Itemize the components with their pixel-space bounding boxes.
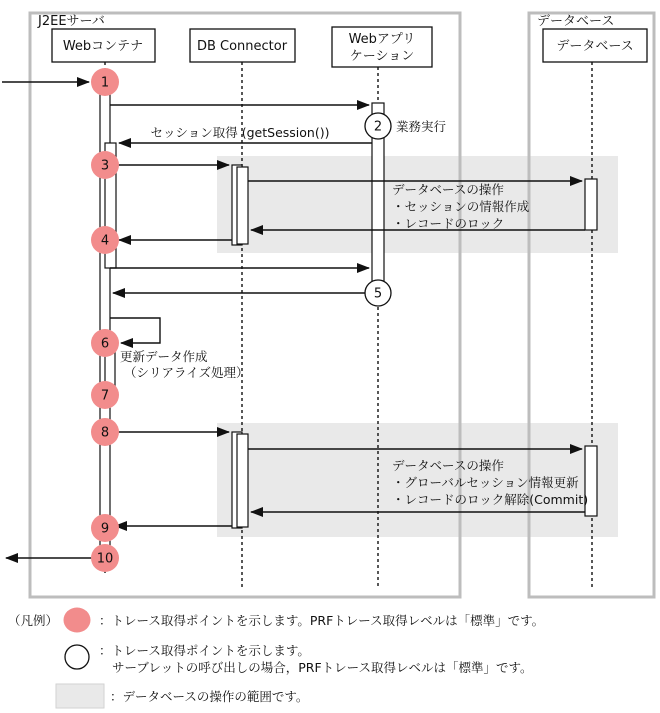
trace-point-10-number: 10: [96, 551, 114, 567]
trace-point-8-number: 8: [100, 425, 110, 441]
trace-point-9: [91, 514, 119, 542]
activation-db-connector-2b: [237, 434, 248, 527]
trace-point-1: [91, 68, 119, 96]
database-label: データベース: [556, 39, 634, 54]
trace-point-2-number: 2: [373, 119, 383, 135]
trace-point-5-number: 5: [373, 286, 383, 302]
db-op2-line3: ・レコードのロック解除(Commit): [392, 492, 589, 507]
lifeline-head-database: [543, 29, 647, 62]
activation-database-1: [585, 179, 597, 230]
get-session-label: セッション取得 (getSession()): [150, 125, 330, 140]
lifeline-head-web-container: [52, 29, 155, 62]
j2ee-server-label: J2EEサーバ: [38, 14, 105, 29]
db-op1-line3: ・レコードのロック: [392, 216, 505, 231]
legend-title: （凡例）: [8, 613, 59, 628]
trace-point-5: [365, 280, 391, 306]
db-op2-line2: ・グローバルセッション情報更新: [392, 475, 579, 490]
legend-gray-box-icon: [56, 684, 104, 708]
database-group-label: データベース: [537, 14, 615, 29]
legend: [8, 608, 544, 709]
serialize-note-label: （シリアライズ処理）: [124, 365, 249, 380]
legend-open-circle-icon: [65, 645, 89, 669]
web-container-label: Webコンテナ: [62, 39, 144, 54]
trace-point-4: [91, 226, 119, 254]
db-connector-label: DB Connector: [196, 39, 288, 54]
web-app-label-line2: ケーション: [349, 49, 415, 64]
legend-filled-circle-icon: [64, 608, 91, 633]
trace-point-4-number: 4: [100, 233, 110, 249]
activation-db-connector-1b: [237, 167, 248, 244]
db-op2-line1: データベースの操作: [392, 458, 504, 473]
lifeline-head-web-app: [332, 27, 432, 67]
create-update-data-label: 更新データ作成: [120, 349, 208, 364]
trace-point-7: [91, 381, 119, 409]
trace-point-6-number: 6: [100, 336, 110, 352]
trace-point-6: [91, 329, 119, 357]
trace-point-3: [91, 151, 119, 179]
db-op1-line2: ・セッションの情報作成: [392, 199, 530, 214]
trace-point-2: [365, 113, 391, 139]
business-exec-label: 業務実行: [396, 119, 447, 134]
web-app-label-line1: Webアプリ: [348, 32, 416, 47]
trace-point-3-number: 3: [100, 158, 110, 174]
legend-open-circle-desc-line2: サーブレットの呼び出しの場合，PRFトレース取得レベルは「標準」です。: [112, 660, 533, 675]
legend-gray-box-desc: ：データベースの操作の範囲です。: [110, 689, 309, 704]
legend-filled-circle-desc: ：トレース取得ポイントを示します。PRFトレース取得レベルは「標準」です。: [99, 613, 545, 628]
trace-point-1-number: 1: [100, 75, 110, 91]
lifeline-head-db-connector: [190, 29, 295, 62]
trace-point-9-number: 9: [100, 521, 110, 537]
legend-open-circle-desc-line1: ：トレース取得ポイントを示します。: [99, 643, 310, 658]
trace-point-7-number: 7: [100, 388, 110, 404]
trace-point-10: [91, 544, 119, 572]
db-op1-line1: データベースの操作: [392, 182, 504, 197]
trace-point-8: [91, 418, 119, 446]
